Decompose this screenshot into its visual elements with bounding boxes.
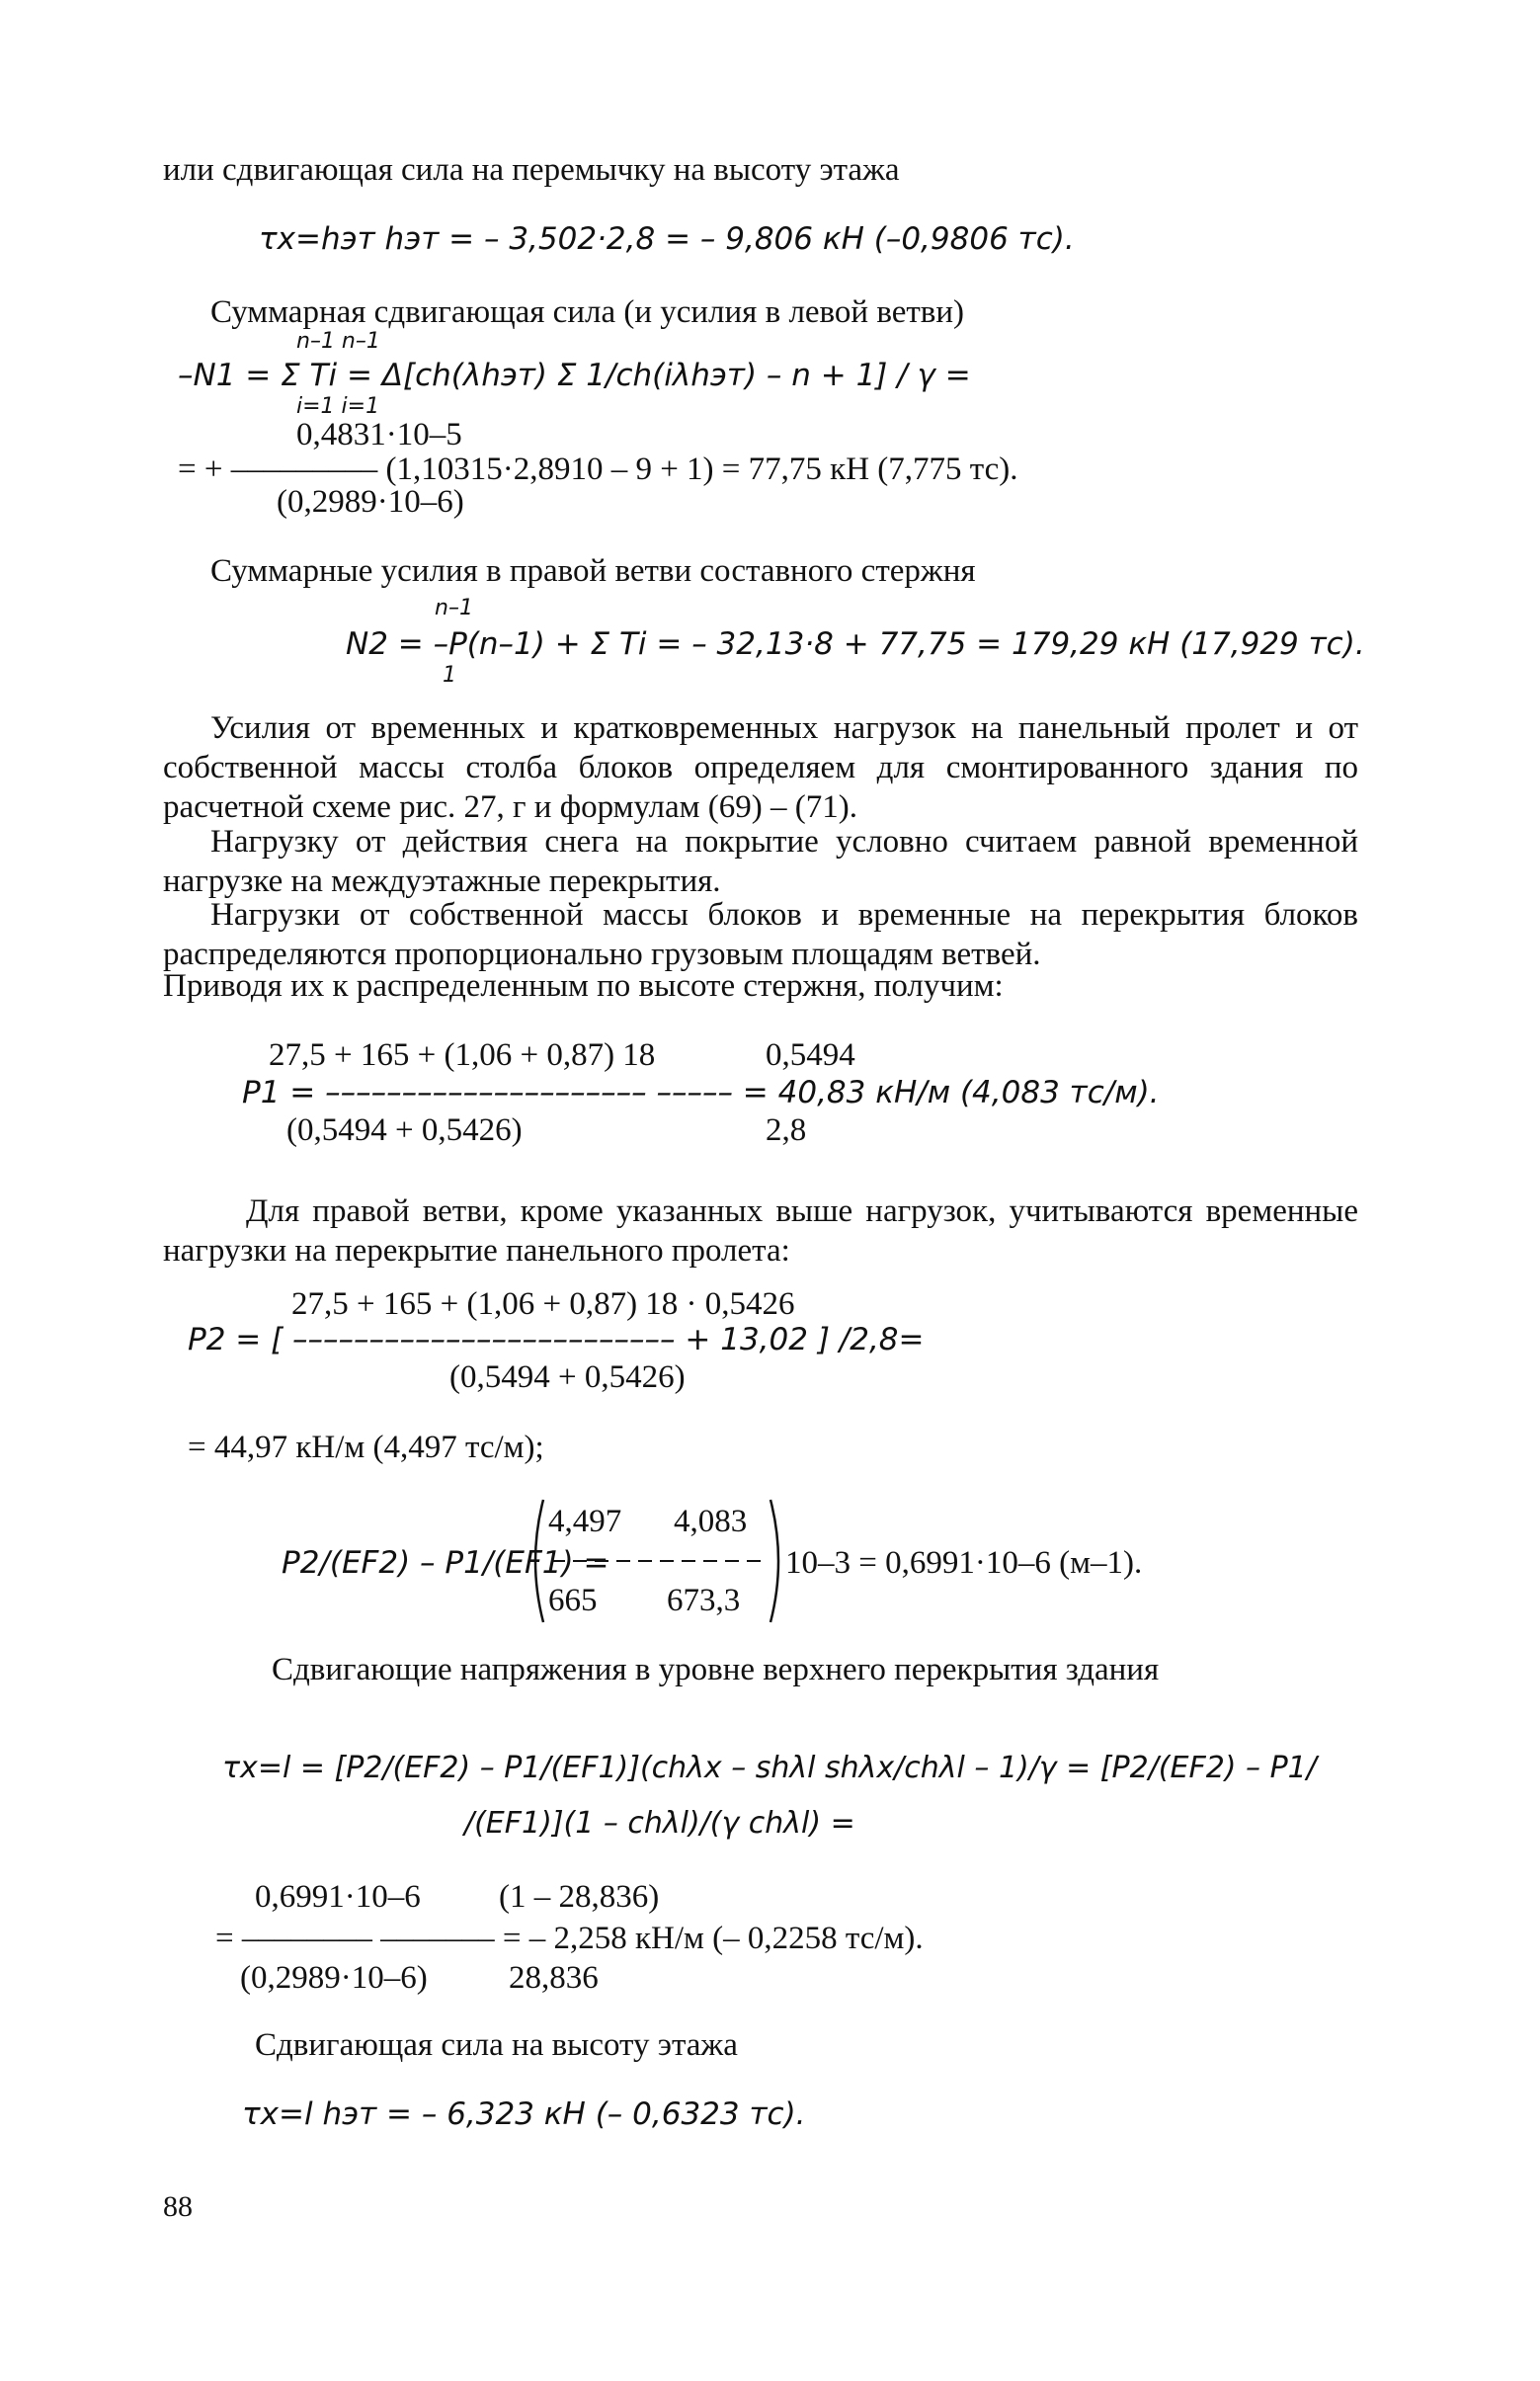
equation-difference-n1: 4,497 [548, 1504, 622, 1539]
equation-p1-numerator-2: 0,5494 [766, 1037, 855, 1073]
equation-p2: P2 = [ ––––––––––––––––––––––––– + 13,02 ] /2,8= [188, 1322, 925, 1357]
heading-force-per-floor: Сдвигающая сила на высоту этажа [255, 2027, 738, 2063]
equation-n2-limit-top: n–1 [435, 596, 473, 620]
equation-n2: N2 = –P(n–1) + Σ Ti = – 32,13·8 + 77,75 = 179,29 кН (17,929 тс). [346, 626, 1365, 662]
equation-n1-limits-bottom: i=1 i=1 [296, 394, 380, 419]
paragraph-block-mass: Нагрузки от собственной массы блоков и временные на перекрытия блоков распределяются пропорционально грузовым площадям ветвей. [163, 897, 1358, 972]
heading-total-shear: Суммарная сдвигающая сила (и усилия в левой ветви) [210, 294, 965, 330]
equation-tau-value-denominator: (0,2989·10–6) [240, 1960, 428, 1996]
intro-line: или сдвигающая сила на перемычку на высоту этажа [163, 152, 900, 188]
equation-n1-limits-top: n–1 n–1 [296, 329, 380, 354]
paragraph-snow: Нагрузку от действия снега на покрытие условно считаем равной временной нагрузке на междуэтажные перекрытия. [163, 824, 1358, 899]
equation-tau-line-2: /(EF1)](1 – chλl)/(γ chλl) = [464, 1806, 855, 1841]
page-number: 88 [163, 2190, 193, 2223]
paragraph-right-branch-loads: Для правой ветви, кроме указанных выше нагрузок, учитываются временные нагрузки на перекрытие панельного пролета: [163, 1193, 1358, 1269]
equation-force-per-floor: τx=l hэт = – 6,323 кН (– 0,6323 тс). [242, 2096, 806, 2132]
heading-shear-stress: Сдвигающие напряжения в уровне верхнего перекрытия здания [272, 1652, 1160, 1687]
equation-tau-value-numerator-2: (1 – 28,836) [499, 1879, 660, 1915]
equation-tau-value-denominator-2: 28,836 [509, 1960, 599, 1996]
equation-shear-force: τx=hэт hэт = – 3,502·2,8 = – 9,806 кН (–0,9806 тс). [259, 221, 1075, 257]
equation-n1-value-denominator: (0,2989·10–6) [277, 484, 464, 520]
equation-difference-right: 10–3 = 0,6991·10–6 (м–1). [785, 1545, 1143, 1581]
equation-p2-result: = 44,97 кН/м (4,497 тс/м); [188, 1430, 544, 1465]
equation-tau-line-1: τx=l = [P2/(EF2) – P1/(EF1)](chλx – shλl shλx/chλl – 1)/γ = [P2/(EF2) – P1/ [222, 1751, 1317, 1785]
equation-n1: –N1 = Σ Ti = Δ[ch(λhэт) Σ 1/ch(iλhэт) – n + 1] / γ = [178, 358, 971, 393]
equation-difference-left: P2/(EF2) – P1/(EF1) = [282, 1545, 609, 1581]
equation-p2-denominator: (0,5494 + 0,5426) [449, 1359, 686, 1395]
equation-difference-n2: 4,083 [674, 1504, 748, 1539]
equation-p2-numerator: 27,5 + 165 + (1,06 + 0,87) 18 · 0,5426 [291, 1286, 795, 1322]
equation-p1: P1 = ––––––––––––––––––––– ––––– = 40,83 кН/м (4,083 тс/м). [242, 1075, 1160, 1110]
equation-n1-value: = + ––––––––– (1,10315·2,8910 – 9 + 1) = 77,75 кН (7,775 тс). [178, 452, 1018, 487]
equation-difference-d1: 665 [548, 1583, 598, 1618]
equation-n2-limit-bottom: 1 [443, 663, 456, 688]
equation-tau-value: = –––––––– ––––––– = – 2,258 кН/м (– 0,2258 тс/м). [215, 1921, 924, 1956]
equation-difference-d2: 673,3 [667, 1583, 741, 1618]
paragraph-loads: Усилия от временных и кратковременных нагрузок на панельный пролет и от собственной массы столба блоков определяем для смонтированного здания по расчетной схеме рис. 27, г и формулам (69) – (71). [163, 710, 1358, 825]
heading-right-branch: Суммарные усилия в правой ветви составного стержня [210, 553, 976, 589]
equation-n1-value-numerator: 0,4831·10–5 [296, 417, 462, 452]
equation-p1-denominator-2: 2,8 [766, 1112, 807, 1148]
difference-brackets [524, 1492, 790, 1630]
equation-p1-denominator: (0,5494 + 0,5426) [286, 1112, 523, 1148]
equation-p1-numerator: 27,5 + 165 + (1,06 + 0,87) 18 [269, 1037, 656, 1073]
paragraph-distributed: Приводя их к распределенным по высоте стержня, получим: [163, 968, 1004, 1004]
equation-tau-value-numerator: 0,6991·10–6 [255, 1879, 421, 1915]
